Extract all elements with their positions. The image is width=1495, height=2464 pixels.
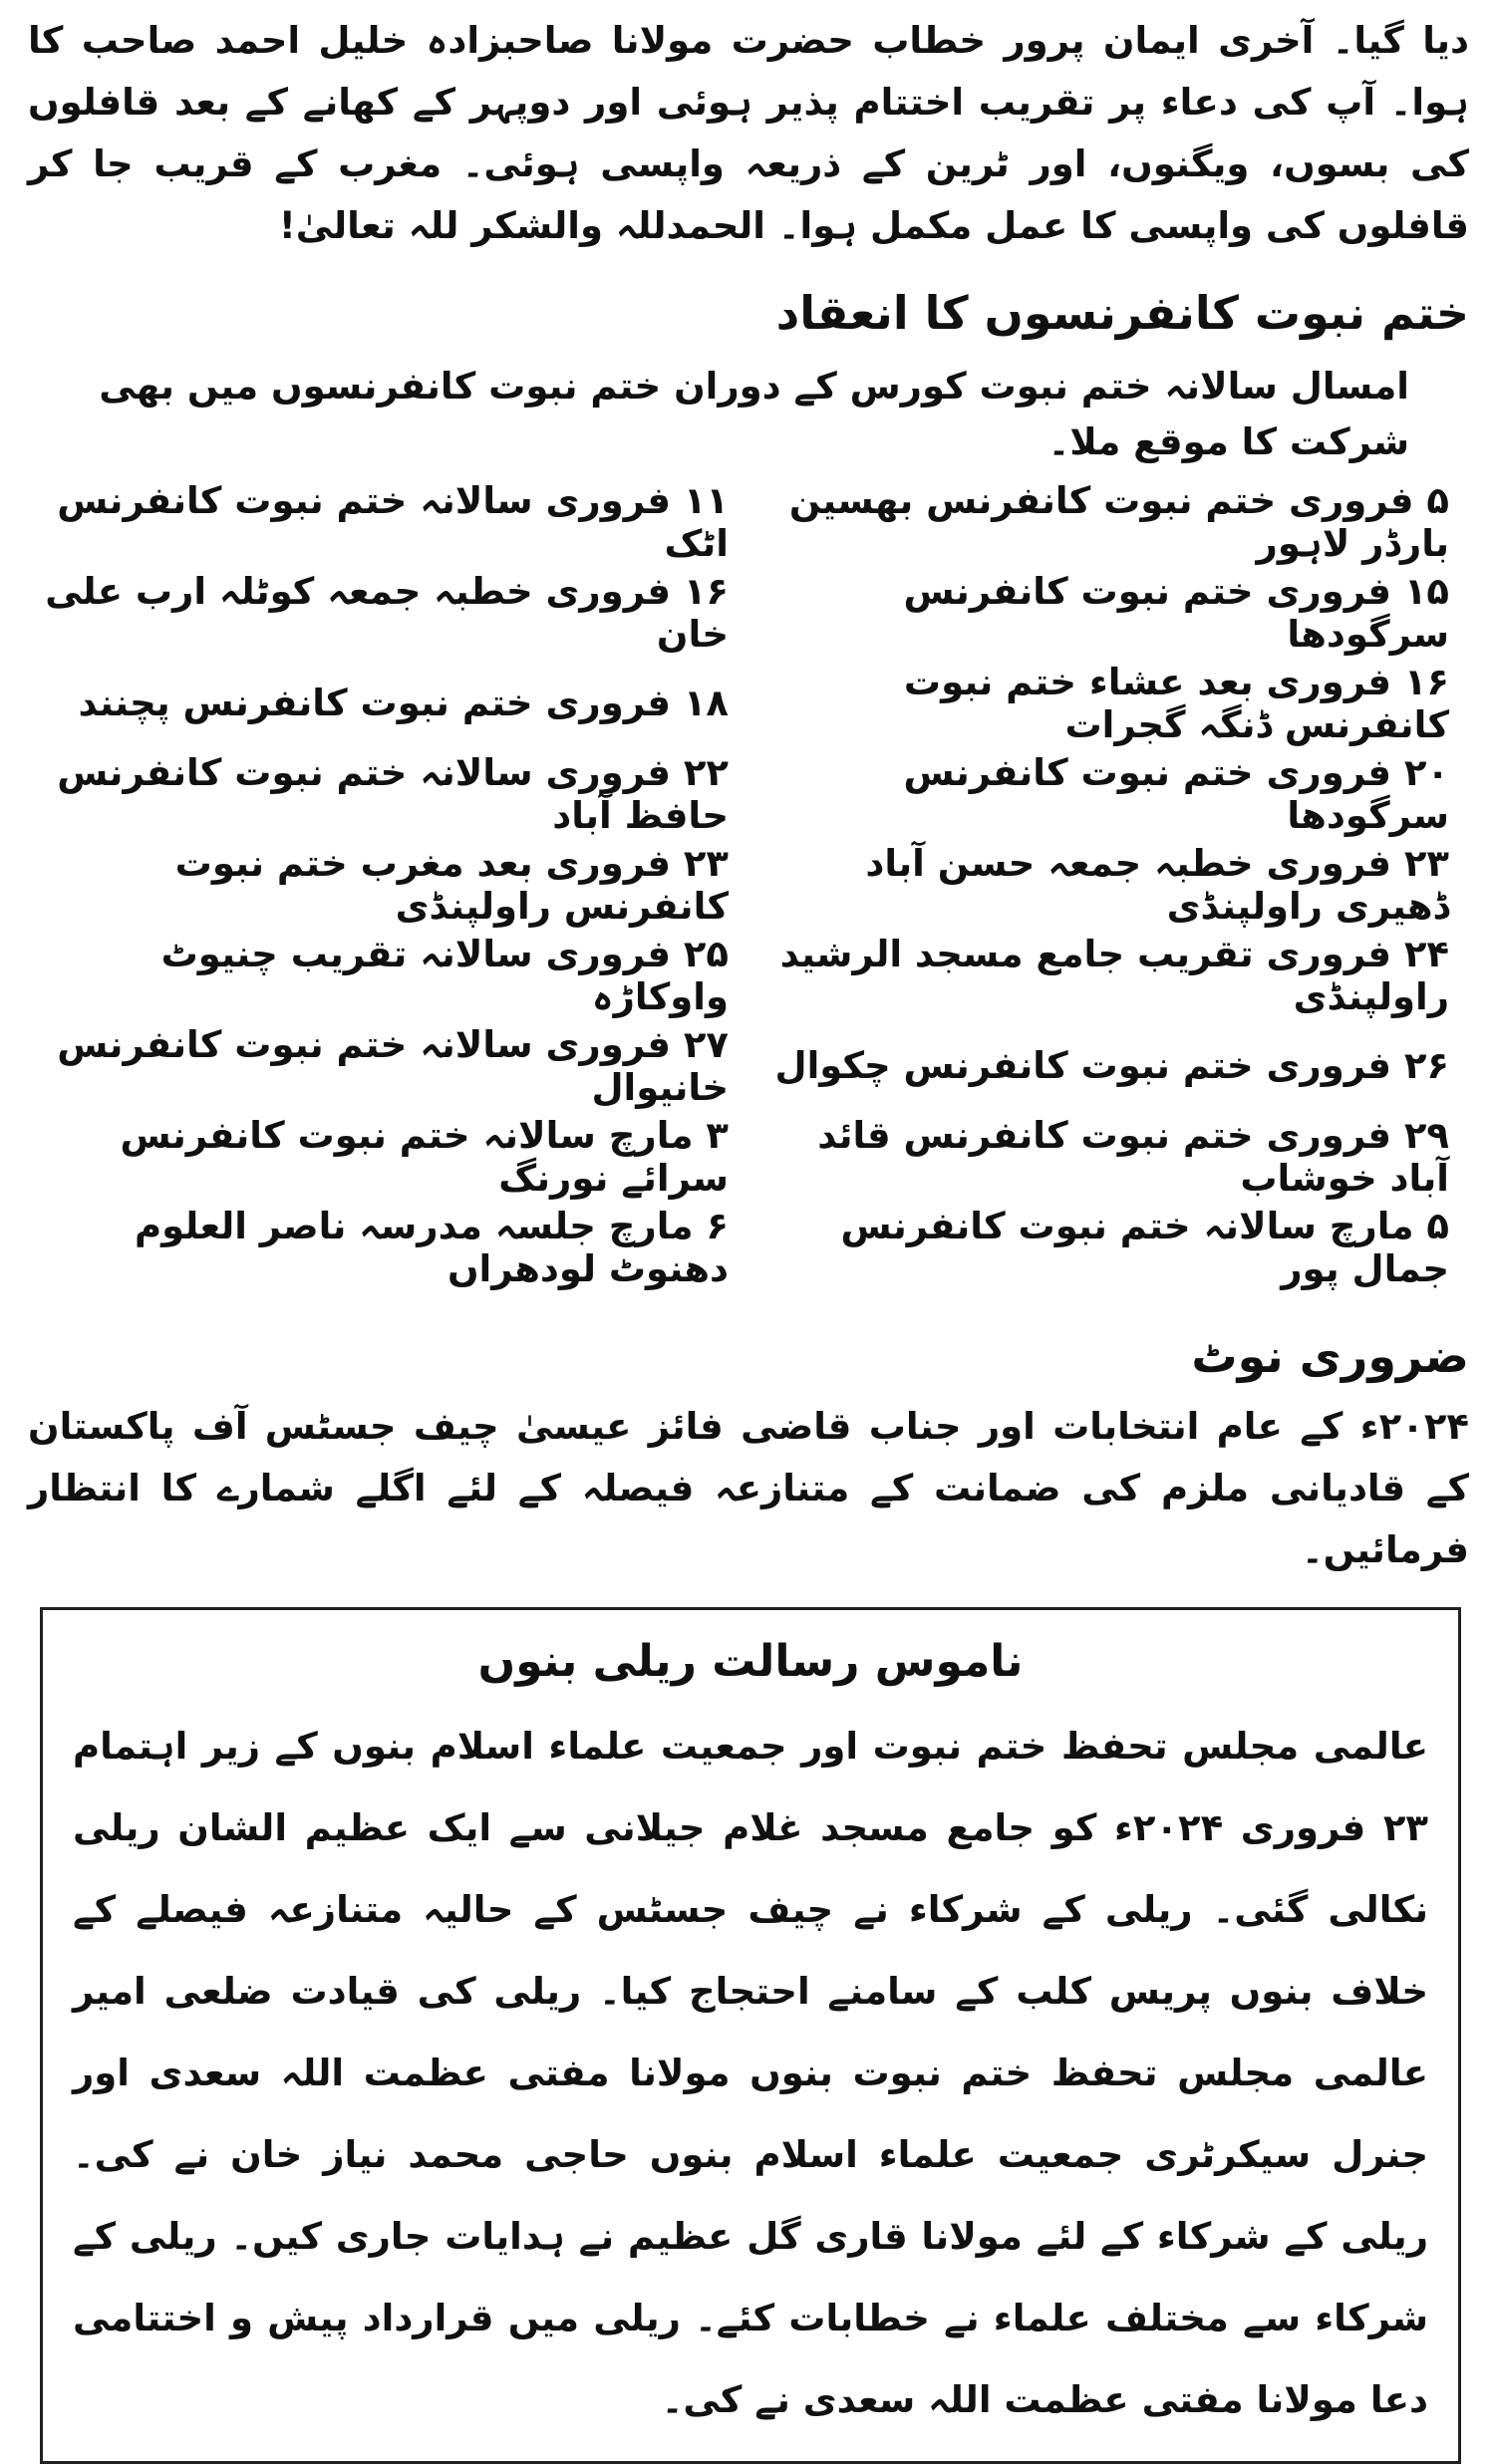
opening-paragraph: دیا گیا۔ آخری ایمان پرور خطاب حضرت مولانا صاحبزادہ خلیل احمد صاحب کا ہوا۔ آپ کی دعاء پر تقریب اختتام پذیر ہوئی اور دوپہر کے کھانے کے بعد قافلوں کی بسوں، ویگنوں، اور ٹرین کے ذریعہ واپسی ہوئی۔ مغرب کے قریب جا کر قافلوں کی واپسی کا عمل مکمل ہوا۔ الحمدللہ والشکر للہ تعالیٰ!: [28, 19, 1469, 247]
section-intro: امسال سالانہ ختم نبوت کورس کے دوران ختم نبوت کانفرنسوں میں بھی شرکت کا موقع ملا۔: [99, 365, 1409, 463]
event-item: ۲۹ فروری ختم نبوت کانفرنس قائد آباد خوشاب: [817, 1113, 1449, 1200]
event-item: ۱۱ فروری سالانہ ختم نبوت کانفرنس اٹک: [57, 478, 729, 565]
event-item: ۲۴ فروری تقریب جامع مسجد الرشید راولپنڈی: [779, 932, 1449, 1018]
event-row: [28, 839, 1469, 930]
event-row: [28, 1111, 1469, 1202]
note-text: ۲۰۲۴ء کے عام انتخابات اور جناب قاضی فائز عیسیٰ چیف جسٹس آف پاکستان کے قادیانی ملزم کی ضمانت کے متنازعہ فیصلہ کے لئے اگلے شمارے کا انتظار فرمائیں۔: [28, 1405, 1469, 1571]
article-page: [28, 10, 1469, 2464]
section-heading: ختم نبوت کانفرنسوں کا انعقاد: [775, 286, 1469, 340]
event-row: [28, 658, 1469, 748]
event-row: [28, 1020, 1469, 1111]
event-row: [28, 748, 1469, 839]
event-item: ۲۳ فروری خطبہ جمعہ حسن آباد ڈھیری راولپنڈی: [865, 841, 1449, 928]
event-item: ۲۵ فروری سالانہ تقریب چنیوٹ واوکاڑہ: [160, 932, 729, 1018]
rally-text: عالمی مجلس تحفظ ختم نبوت اور جمعیت علماء اسلام بنوں کے زیر اہتمام ۲۳ فروری ۲۰۲۴ء کو جامع مسجد غلام جیلانی سے ایک عظیم الشان ریلی نکالی گئی۔ ریلی کے شرکاء نے چیف جسٹس کے حالیہ متنازعہ فیصلے کے خلاف بنوں پریس کلب کے سامنے احتجاج کیا۔ ریلی کی قیادت ضلعی امیر عالمی مجلس تحفظ ختم نبوت بنوں مولانا مفتی عظمت اللہ سعدی اور جنرل سیکرٹری جمعیت علماء اسلام بنوں حاجی محمد نیاز خان نے کی۔ ریلی کے شرکاء کے لئے مولانا قاری گل عظیم نے ہدایات جاری کیں۔ ریلی کے شرکاء سے مختلف علماء نے خطابات کئے۔ ریلی میں قرارداد پیش و اختتامی دعا مولانا مفتی عظمت اللہ سعدی نے کی۔: [73, 1725, 1428, 2421]
event-item: ۱۸ فروری ختم نبوت کانفرنس پچنند: [78, 682, 729, 724]
event-item: ۱۵ فروری ختم نبوت کانفرنس سرگودھا: [903, 569, 1449, 656]
note-heading: ضروری نوٹ: [1191, 1329, 1469, 1383]
event-item: ۱۶ فروری بعد عشاء ختم نبوت کانفرنس ڈنگہ گجرات: [903, 660, 1449, 746]
event-row: [28, 567, 1469, 658]
event-item: ۵ مارچ سالانہ ختم نبوت کانفرنس جمال پور: [840, 1204, 1449, 1290]
events-list: [28, 476, 1469, 1292]
event-item: ۲۳ فروری بعد مغرب ختم نبوت کانفرنس راولپنڈی: [174, 841, 729, 928]
event-row: [28, 1202, 1469, 1292]
event-item: ۲۰ فروری ختم نبوت کانفرنس سرگودھا: [903, 750, 1449, 837]
event-item: ۲۲ فروری سالانہ ختم نبوت کانفرنس حافظ آباد: [57, 750, 729, 837]
event-item: ۱۶ فروری خطبہ جمعہ کوٹلہ ارب علی خان: [45, 569, 729, 656]
event-item: ۳ مارچ سالانہ ختم نبوت کانفرنس سرائے نورنگ: [120, 1113, 729, 1200]
event-item: ۵ فروری ختم نبوت کانفرنس بھسین بارڈر لاہور: [788, 478, 1449, 565]
event-row: [28, 476, 1469, 567]
rally-box: [40, 1607, 1461, 2464]
event-row: [28, 930, 1469, 1020]
event-item: ۲۷ فروری سالانہ ختم نبوت کانفرنس خانیوال: [57, 1022, 729, 1109]
event-item: ۲۶ فروری ختم نبوت کانفرنس چکوال: [774, 1044, 1449, 1087]
event-item: ۶ مارچ جلسہ مدرسہ ناصر العلوم دھنوٹ لودھراں: [135, 1204, 729, 1290]
rally-title: ناموس رسالت ریلی بنوں: [477, 1636, 1024, 1687]
